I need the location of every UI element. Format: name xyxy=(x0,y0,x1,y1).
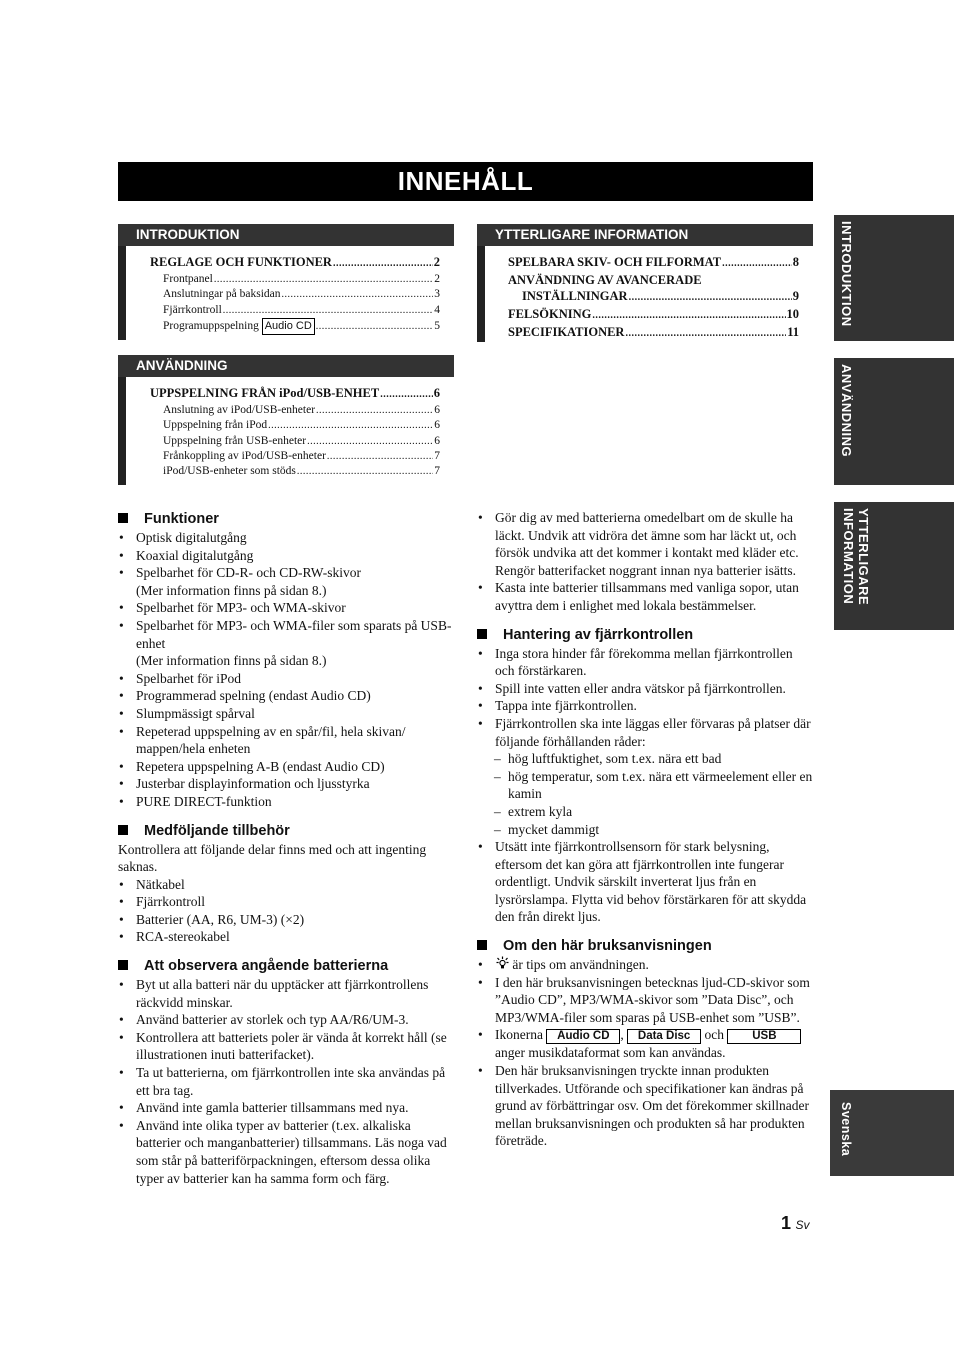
square-bullet-icon xyxy=(118,513,128,523)
list-item: – extrem kyla xyxy=(494,803,813,821)
tip-icon xyxy=(495,956,509,974)
toc-entry[interactable]: FELSÖKNING ..... 10 xyxy=(508,306,799,324)
list-item: • Spelbarhet för MP3- och WMA-filer som sparats på USB-enhet xyxy=(118,617,454,652)
usb-tag: USB xyxy=(727,1029,801,1044)
list-item: • Den här bruksanvisningen tryckte innan produkten tillverkades. Utförande och specifikationer kan ändras på grund av förbättringar osv. Om det förekommer skillnader mellan bruksanvisningen och produkten så har produkten företräde. xyxy=(477,1062,813,1150)
toc-entry[interactable]: Uppspelning från USB-enheter ..... 6 xyxy=(150,434,440,449)
toc-ytterligare xyxy=(477,224,813,342)
list-item: – hög temperatur, som t.ex. nära ett värmeelement eller en kamin xyxy=(494,768,813,803)
right-column xyxy=(477,509,813,1150)
list-item: • är tips om användningen. xyxy=(477,956,813,974)
list-item: • Optisk digitalutgång xyxy=(118,529,454,547)
note: (Mer information finns på sidan 8.) xyxy=(136,582,327,598)
section-heading: Hantering av fjärrkontrollen xyxy=(477,625,813,645)
list-item: • Ikonerna Audio CD , Data Disc och USB anger musikdataformat som kan användas. xyxy=(477,1026,813,1062)
toc-entry[interactable]: Fjärrkontroll ..... 4 xyxy=(150,303,440,318)
funktioner-list xyxy=(118,529,454,811)
list-item: • Använd inte gamla batterier tillsammans med nya. xyxy=(118,1099,454,1117)
list-item: • Spelbarhet för iPod xyxy=(118,670,454,688)
page-number: 1 Sv xyxy=(781,1213,810,1233)
list-item: • Spill inte vatten eller andra vätskor på fjärrkontrollen. xyxy=(477,680,813,698)
list-item: • Justerbar displayinformation och ljusstyrka xyxy=(118,775,454,793)
section-heading: Om den här bruksanvisningen xyxy=(477,936,813,956)
list-item: • Spelbarhet för CD-R- och CD-RW-skivor xyxy=(118,564,454,582)
toc-header: ANVÄNDNING xyxy=(118,355,454,377)
toc-entry[interactable]: SPECIFIKATIONER ..... 11 xyxy=(508,324,799,342)
list-item: • Fjärrkontrollen ska inte läggas eller förvaras på platser där följande förhållanden råder: xyxy=(477,715,813,750)
list-item: • RCA-stereokabel xyxy=(118,928,454,946)
toc-header: YTTERLIGARE INFORMATION xyxy=(477,224,813,246)
left-column xyxy=(118,509,454,1187)
list-item: • Koaxial digitalutgång xyxy=(118,547,454,565)
toc-entry[interactable]: Frontpanel ..... 2 xyxy=(150,272,440,287)
hantering-list xyxy=(477,645,813,751)
data-disc-tag: Data Disc xyxy=(627,1029,701,1044)
batterier-list-cont xyxy=(477,509,813,615)
list-item: • Utsätt inte fjärrkontrollsensorn för stark belysning, eftersom det kan göra att fjärrkontrollen inte fungerar ordentligt. Undvik särskilt inverterat ljus från en lysrörslampa. Flytta vid behov förstärkaren för att skydda den från direkt ljus. xyxy=(477,838,813,926)
section-heading: Medföljande tillbehör xyxy=(118,821,454,841)
note: (Mer information finns på sidan 8.) xyxy=(136,653,327,669)
toc-entry[interactable]: Programuppspelning Audio CD ..... 5 xyxy=(150,318,440,335)
toc-anvandning xyxy=(118,355,454,485)
page-title: INNEHÅLL xyxy=(118,162,813,201)
list-item: • Kasta inte batterier tillsammans med vanliga sopor, utan avyttra dem i enlighet med lokala bestämmelser. xyxy=(477,579,813,614)
side-tab-svenska[interactable]: Svenska xyxy=(830,1090,954,1176)
list-item: • I den här bruksanvisningen betecknas ljud-CD-skivor som ”Audio CD”, MP3/WMA-skivor som ”Data Disc”, och MP3/WMA-filer som sparas på USB-enhet som ”USB”. xyxy=(477,974,813,1027)
list-item: • Gör dig av med batterierna omedelbart om de skulle ha läckt. Undvik att vidröra det ämne som har läckt ut, och försök undvika att det kommer i kontakt med kläder etc. Rengör batterifacket noggrant innan nya batterier isätts. xyxy=(477,509,813,579)
audio-cd-tag: Audio CD xyxy=(262,318,315,335)
toc-entry[interactable]: REGLAGE OCH FUNKTIONER ..... 2 xyxy=(150,254,440,272)
list-item: • Fjärrkontroll xyxy=(118,893,454,911)
toc-entry[interactable]: Uppspelning från iPod ..... 6 xyxy=(150,418,440,433)
square-bullet-icon xyxy=(477,940,487,950)
list-item: • Inga stora hinder får förekomma mellan fjärrkontrollen och förstärkaren. xyxy=(477,645,813,680)
toc-header: INTRODUKTION xyxy=(118,224,454,246)
toc-entry[interactable]: Frånkoppling av iPod/USB-enheter ..... 7 xyxy=(150,449,440,464)
list-item: • Tappa inte fjärrkontrollen. xyxy=(477,697,813,715)
tillbehor-list xyxy=(118,876,454,946)
list-item: • Nätkabel xyxy=(118,876,454,894)
side-tab-introduktion[interactable]: INTRODUKTION xyxy=(834,215,954,341)
square-bullet-icon xyxy=(118,960,128,970)
list-item: • Använd inte olika typer av batterier (t.ex. alkaliska batterier och manganbatterier) tillsammans. Läs noga vad som står på batteriförpackningen, eftersom dessa olika typer av batterier kan ha samma form och färg. xyxy=(118,1117,454,1187)
list-item: • Repetera uppspelning A-B (endast Audio CD) xyxy=(118,758,454,776)
list-item: • Programmerad spelning (endast Audio CD) xyxy=(118,687,454,705)
toc-entry[interactable]: Anslutningar på baksidan ..... 3 xyxy=(150,287,440,302)
audio-cd-tag: Audio CD xyxy=(546,1029,620,1044)
conditions-list xyxy=(477,750,813,838)
toc-introduktion xyxy=(118,224,454,340)
toc-entry[interactable]: ANVÄNDNING AV AVANCERADE xyxy=(508,273,702,287)
square-bullet-icon xyxy=(477,629,487,639)
list-item: • Kontrollera att batteriets poler är vända åt korrekt håll (se illustrationen inuti batterifacket). xyxy=(118,1029,454,1064)
list-item: • Byt ut alla batteri när du upptäcker att fjärrkontrollens räckvidd minskar. xyxy=(118,976,454,1011)
list-item: • Använd batterier av storlek och typ AA/R6/UM-3. xyxy=(118,1011,454,1029)
toc-entry[interactable]: iPod/USB-enheter som stöds ..... 7 xyxy=(150,464,440,479)
side-tab-ytterligare[interactable]: YTTERLIGARE INFORMATION xyxy=(834,502,954,630)
list-item: • PURE DIRECT-funktion xyxy=(118,793,454,811)
toc-entry[interactable]: INSTÄLLNINGAR ..... 9 xyxy=(508,288,799,306)
paragraph: Kontrollera att följande delar finns med och att ingenting saknas. xyxy=(118,841,427,875)
square-bullet-icon xyxy=(118,825,128,835)
list-item: – hög luftfuktighet, som t.ex. nära ett bad xyxy=(494,750,813,768)
toc-entry[interactable]: SPELBARA SKIV- OCH FILFORMAT ..... 8 xyxy=(508,254,799,272)
toc-entry[interactable]: UPPSPELNING FRÅN iPod/USB-ENHET ..... 6 xyxy=(150,385,440,403)
list-item: • Ta ut batterierna, om fjärrkontrollen inte ska användas på ett bra tag. xyxy=(118,1064,454,1099)
section-heading: Att observera angående batterierna xyxy=(118,956,454,976)
list-item: • Repeterad uppspelning av en spår/fil, hela skivan/ mappen/hela enheten xyxy=(118,723,454,758)
list-item: • Slumpmässigt spårval xyxy=(118,705,454,723)
list-item: • Spelbarhet för MP3- och WMA-skivor xyxy=(118,599,454,617)
section-heading: Funktioner xyxy=(118,509,454,529)
bruksanvisning-list xyxy=(477,956,813,1150)
batterier-list xyxy=(118,976,454,1187)
toc-entry[interactable]: Anslutning av iPod/USB-enheter ..... 6 xyxy=(150,403,440,418)
side-tab-anvandning[interactable]: ANVÄNDNING xyxy=(834,358,954,485)
list-item: • Batterier (AA, R6, UM-3) (×2) xyxy=(118,911,454,929)
list-item: – mycket dammigt xyxy=(494,821,813,839)
